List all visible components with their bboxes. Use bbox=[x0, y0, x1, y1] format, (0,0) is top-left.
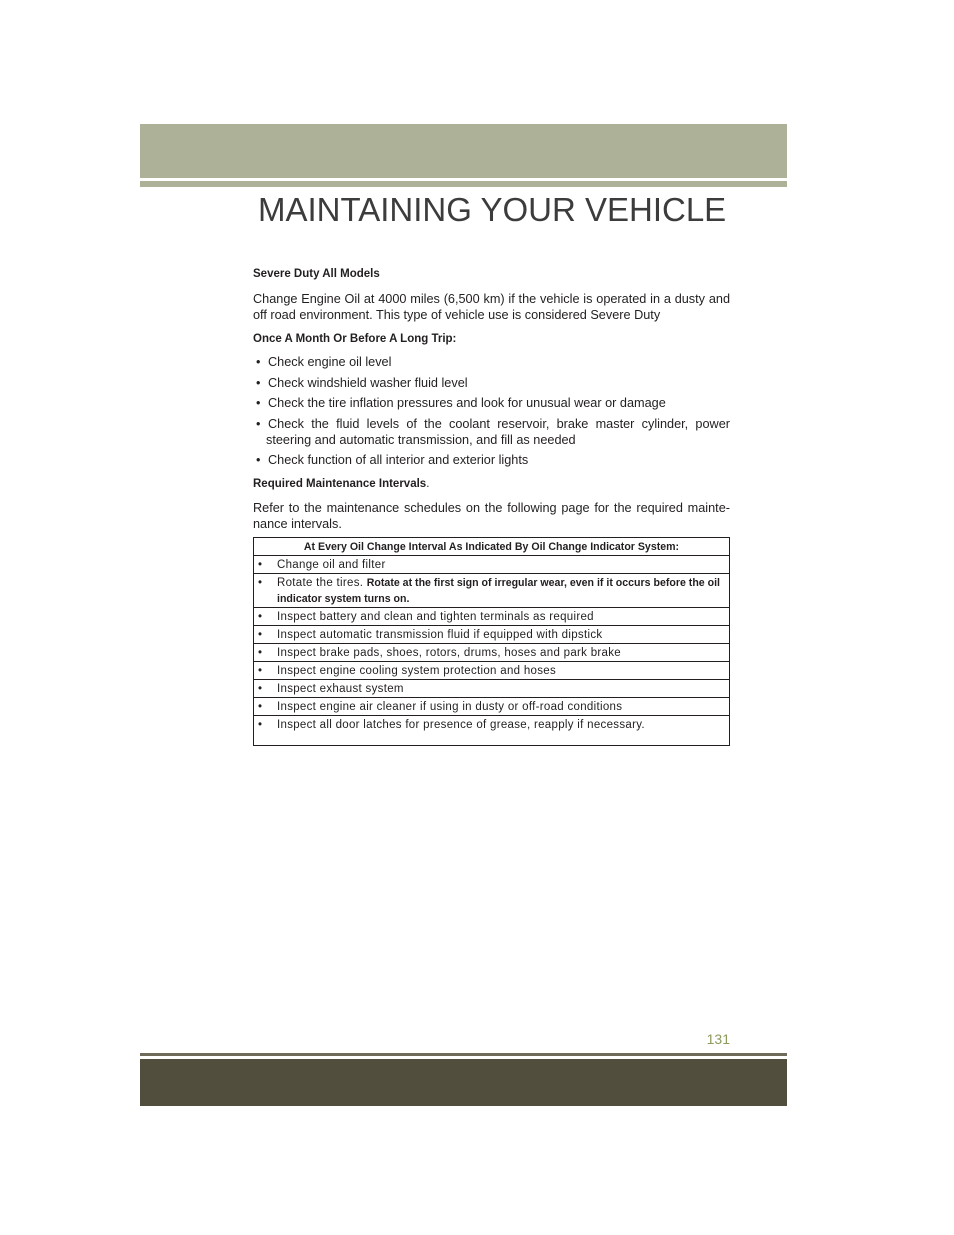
header-stripe bbox=[140, 181, 787, 187]
table-cell-emphasis: Rotate at the first sign of irregular wear, even if it occurs before the oil indicator system turns on. bbox=[277, 576, 720, 605]
table-cell-text: Rotate the tires. bbox=[277, 576, 364, 589]
required-intervals-heading-text: Required Maintenance Intervals bbox=[253, 478, 427, 490]
table-row bbox=[254, 715, 729, 745]
bullet-icon bbox=[254, 609, 277, 625]
table-cell: Inspect all door latches for presence of grease, reapply if necessary. bbox=[277, 718, 645, 731]
bullet-icon bbox=[254, 575, 277, 607]
list-item: • Check engine oil level bbox=[253, 354, 730, 370]
list-item: • Check windshield washer fluid level bbox=[253, 375, 730, 391]
table-cell: Inspect automatic transmission fluid if equipped with dipstick bbox=[277, 628, 603, 641]
table-cell: Inspect engine cooling system protection and hoses bbox=[277, 664, 557, 677]
table-row bbox=[254, 697, 729, 715]
table-row bbox=[254, 643, 729, 661]
list-item: • Check the tire inflation pressures and look for unusual wear or damage bbox=[253, 395, 730, 411]
table-cell: Inspect exhaust system bbox=[277, 682, 404, 695]
table-row bbox=[254, 661, 729, 679]
required-intervals-heading bbox=[253, 476, 730, 492]
table-row bbox=[254, 573, 729, 607]
footer-band bbox=[140, 1059, 787, 1106]
table-cell bbox=[277, 575, 729, 607]
list-item: • Check function of all interior and exterior lights bbox=[253, 452, 730, 468]
bullet-icon bbox=[254, 681, 277, 697]
footer-rule bbox=[140, 1053, 787, 1056]
page-number: 131 bbox=[706, 1031, 730, 1047]
table-cell: Inspect brake pads, shoes, rotors, drums, hoses and park brake bbox=[277, 646, 621, 659]
table-cell: Inspect battery and clean and tighten terminals as required bbox=[277, 610, 594, 623]
page-title: MAINTAINING YOUR VEHICLE bbox=[258, 191, 727, 228]
table-row bbox=[254, 555, 729, 573]
monthly-check-heading: Once A Month Or Before A Long Trip: bbox=[253, 333, 457, 345]
header-band bbox=[140, 124, 787, 178]
table-cell: Inspect engine air cleaner if using in dusty or off-road conditions bbox=[277, 700, 623, 713]
table-row bbox=[254, 607, 729, 625]
required-intervals-text: Refer to the maintenance schedules on the following page for the required maintenance intervals. bbox=[253, 501, 730, 531]
monthly-check-list bbox=[253, 354, 730, 473]
table-header: At Every Oil Change Interval As Indicated By Oil Change Indicator System: bbox=[303, 540, 680, 553]
list-item: • Check the fluid levels of the coolant reservoir, brake master cylinder, power steering and automatic transmission, and fill as needed bbox=[253, 416, 730, 448]
oil-change-table bbox=[253, 537, 730, 746]
table-cell: Change oil and filter bbox=[277, 558, 386, 571]
heading-punctuation: . bbox=[426, 478, 430, 490]
bullet-icon bbox=[254, 557, 277, 573]
bullet-icon bbox=[254, 699, 277, 715]
table-row bbox=[254, 625, 729, 643]
bullet-icon bbox=[254, 645, 277, 661]
bullet-icon bbox=[254, 717, 277, 733]
table-row bbox=[254, 679, 729, 697]
severe-duty-heading: Severe Duty All Models bbox=[253, 268, 380, 280]
severe-duty-text: Change Engine Oil at 4000 miles (6,500 km) if the vehicle is operated in a dusty and off road environment. This type of vehicle use is considered Severe Duty bbox=[253, 292, 730, 322]
bullet-icon bbox=[254, 663, 277, 679]
bullet-icon bbox=[254, 627, 277, 643]
